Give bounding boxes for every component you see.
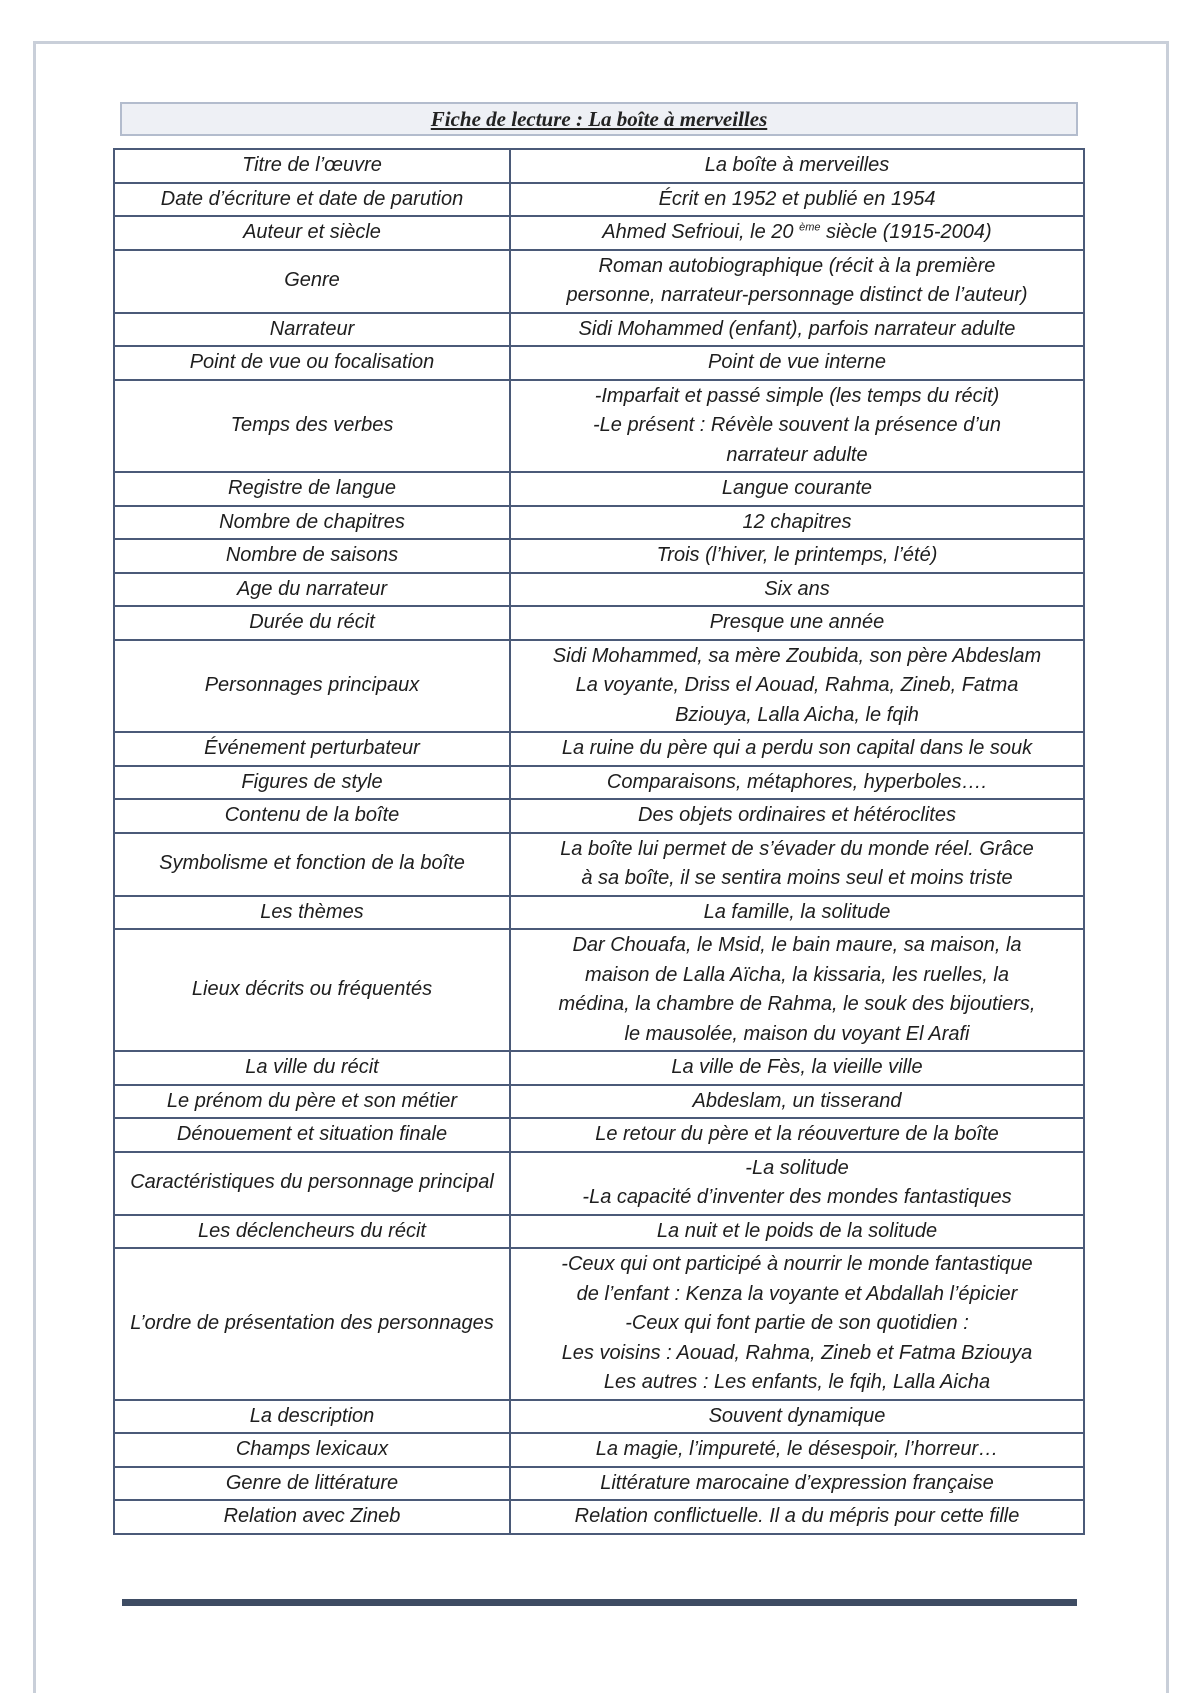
row-value xyxy=(510,573,1084,607)
row-value xyxy=(510,896,1084,930)
value-line: La ruine du père qui a perdu son capital dans le souk xyxy=(561,737,1033,759)
table-row xyxy=(114,1051,1084,1085)
row-label: Personnages principaux xyxy=(114,640,510,733)
row-value xyxy=(510,346,1084,380)
row-value xyxy=(510,1248,1084,1400)
row-label: Durée du récit xyxy=(114,606,510,640)
row-value xyxy=(510,1118,1084,1152)
row-value xyxy=(510,1500,1084,1534)
footer-divider xyxy=(122,1599,1077,1606)
row-label: Symbolisme et fonction de la boîte xyxy=(114,833,510,896)
table-body xyxy=(114,149,1084,1534)
row-label: Age du narrateur xyxy=(114,573,510,607)
value-line: -La solitude xyxy=(745,1156,849,1179)
value-line: Trois (l’hiver, le printemps, l’été) xyxy=(656,544,938,566)
value-line: -Le présent : Révèle souvent la présence d’un xyxy=(592,414,1002,436)
table-row xyxy=(114,380,1084,473)
value-line: Relation conflictuelle. Il a du mépris pour cette fille xyxy=(574,1505,1020,1527)
row-value xyxy=(510,216,1084,250)
row-value xyxy=(510,380,1084,473)
table-row xyxy=(114,1152,1084,1215)
value-line: Écrit en 1952 et publié en 1954 xyxy=(658,187,936,210)
row-label: Narrateur xyxy=(114,313,510,347)
value-line: 12 chapitres xyxy=(742,510,852,533)
value-line: Abdeslam, un tisserand xyxy=(692,1089,902,1112)
table-row xyxy=(114,1248,1084,1400)
row-value xyxy=(510,472,1084,506)
row-label: Nombre de saisons xyxy=(114,539,510,573)
table-row xyxy=(114,1400,1084,1434)
reading-sheet-table xyxy=(113,148,1085,1535)
row-label: Genre de littérature xyxy=(114,1467,510,1501)
row-label: Genre xyxy=(114,250,510,313)
table-row xyxy=(114,1085,1084,1119)
row-label: Registre de langue xyxy=(114,472,510,506)
value-line: de l’enfant : Kenza la voyante et Abdallah l’épicier xyxy=(576,1282,1018,1305)
table-row xyxy=(114,640,1084,733)
row-value xyxy=(510,640,1084,733)
value-line: Les autres : Les enfants, le fqih, Lalla Aicha xyxy=(603,1371,991,1393)
value-line: La famille, la solitude xyxy=(703,900,891,923)
table-row xyxy=(114,149,1084,183)
table-row xyxy=(114,1215,1084,1249)
row-value xyxy=(510,833,1084,896)
table-row xyxy=(114,896,1084,930)
value-line: Comparaisons, métaphores, hyperboles…. xyxy=(606,770,988,793)
row-label: Les thèmes xyxy=(114,896,510,930)
row-value xyxy=(510,606,1084,640)
title-bar xyxy=(120,102,1078,136)
table-row xyxy=(114,1118,1084,1152)
value-line: -La capacité d’inventer des mondes fantastiques xyxy=(582,1186,1012,1208)
row-label: Auteur et siècle xyxy=(114,216,510,250)
row-label: Champs lexicaux xyxy=(114,1433,510,1467)
row-value xyxy=(510,766,1084,800)
table-row xyxy=(114,573,1084,607)
value-line: Souvent dynamique xyxy=(708,1404,886,1427)
value-line: Littérature marocaine d’expression française xyxy=(600,1471,994,1494)
table-row xyxy=(114,1467,1084,1501)
table-row xyxy=(114,539,1084,573)
row-label: Lieux décrits ou fréquentés xyxy=(114,929,510,1051)
row-value xyxy=(510,732,1084,766)
row-value xyxy=(510,183,1084,217)
row-value xyxy=(510,313,1084,347)
value-line: -Ceux qui ont participé à nourrir le monde fantastique xyxy=(561,1253,1033,1275)
row-value xyxy=(510,149,1084,183)
value-line: Dar Chouafa, le Msid, le bain maure, sa maison, la xyxy=(572,934,1022,956)
table-row xyxy=(114,732,1084,766)
value-line: La voyante, Driss el Aouad, Rahma, Zineb, Fatma xyxy=(575,674,1019,696)
value-line: -Ceux qui font partie de son quotidien : xyxy=(625,1312,969,1334)
table-row xyxy=(114,766,1084,800)
table-row xyxy=(114,833,1084,896)
row-value xyxy=(510,799,1084,833)
table-row xyxy=(114,606,1084,640)
value-line: narrateur adulte xyxy=(726,443,868,466)
table-row xyxy=(114,346,1084,380)
value-line: La nuit et le poids de la solitude xyxy=(656,1219,938,1242)
row-value xyxy=(510,250,1084,313)
table-row xyxy=(114,1500,1084,1534)
row-label: Date d’écriture et date de parution xyxy=(114,183,510,217)
row-label: L’ordre de présentation des personnages xyxy=(114,1248,510,1400)
value-line: maison de Lalla Aïcha, la kissaria, les ruelles, la xyxy=(585,963,1009,986)
row-value xyxy=(510,1433,1084,1467)
table-row xyxy=(114,1433,1084,1467)
value-line: Sidi Mohammed (enfant), parfois narrateur adulte xyxy=(578,317,1016,340)
row-label: Contenu de la boîte xyxy=(114,799,510,833)
value-line: à sa boîte, il se sentira moins seul et moins triste xyxy=(581,867,1013,889)
row-label: Le prénom du père et son métier xyxy=(114,1085,510,1119)
row-label: Dénouement et situation finale xyxy=(114,1118,510,1152)
row-label: La ville du récit xyxy=(114,1051,510,1085)
value-line: Ahmed Sefrioui, le 20 $^{ème}$ siècle (1915-2004) xyxy=(602,221,992,243)
row-value xyxy=(510,1215,1084,1249)
table-row xyxy=(114,250,1084,313)
value-line: Point de vue interne xyxy=(708,351,886,373)
row-label: Titre de l’œuvre xyxy=(114,149,510,183)
row-value xyxy=(510,539,1084,573)
row-label: Temps des verbes xyxy=(114,380,510,473)
row-label: Figures de style xyxy=(114,766,510,800)
table-row xyxy=(114,799,1084,833)
row-label: Les déclencheurs du récit xyxy=(114,1215,510,1249)
value-line: Sidi Mohammed, sa mère Zoubida, son père Abdeslam xyxy=(552,644,1042,667)
row-value xyxy=(510,506,1084,540)
value-line: Des objets ordinaires et hétéroclites xyxy=(638,804,956,826)
row-label: Nombre de chapitres xyxy=(114,506,510,540)
row-value xyxy=(510,1152,1084,1215)
table-row xyxy=(114,313,1084,347)
row-value xyxy=(510,1085,1084,1119)
document-title: Fiche de lecture : La boîte à merveilles xyxy=(430,106,768,131)
value-line: le mausolée, maison du voyant El Arafi xyxy=(624,1022,970,1045)
table-row xyxy=(114,506,1084,540)
value-line: La ville de Fès, la vieille ville xyxy=(671,1056,923,1078)
value-line: La boîte à merveilles xyxy=(704,154,890,176)
row-label: Événement perturbateur xyxy=(114,732,510,766)
value-line: Six ans xyxy=(764,577,830,600)
value-line: Bziouya, Lalla Aicha, le fqih xyxy=(675,703,919,726)
value-line: La boîte lui permet de s’évader du monde réel. Grâce xyxy=(560,837,1034,860)
table-row xyxy=(114,472,1084,506)
value-line: Langue courante xyxy=(721,477,873,499)
row-label: La description xyxy=(114,1400,510,1434)
value-line: médina, la chambre de Rahma, le souk des bijoutiers, xyxy=(558,993,1036,1015)
value-line: Roman autobiographique (récit à la première xyxy=(598,254,996,277)
row-value xyxy=(510,929,1084,1051)
row-value xyxy=(510,1467,1084,1501)
value-line: personne, narrateur-personnage distinct de l’auteur) xyxy=(566,284,1028,306)
value-line: La magie, l’impureté, le désespoir, l’horreur… xyxy=(595,1438,999,1460)
row-label: Caractéristiques du personnage principal xyxy=(114,1152,510,1215)
value-line: -Imparfait et passé simple (les temps du récit) xyxy=(594,384,1000,407)
table-row xyxy=(114,216,1084,250)
row-value xyxy=(510,1400,1084,1434)
table-row xyxy=(114,929,1084,1051)
table-row xyxy=(114,183,1084,217)
value-line: Le retour du père et la réouverture de la boîte xyxy=(595,1123,999,1145)
value-line: Presque une année xyxy=(709,611,885,633)
row-value xyxy=(510,1051,1084,1085)
row-label: Point de vue ou focalisation xyxy=(114,346,510,380)
ordinal-superscript: ème xyxy=(799,221,821,234)
value-line: Les voisins : Aouad, Rahma, Zineb et Fatma Bziouya xyxy=(561,1341,1033,1364)
row-label: Relation avec Zineb xyxy=(114,1500,510,1534)
